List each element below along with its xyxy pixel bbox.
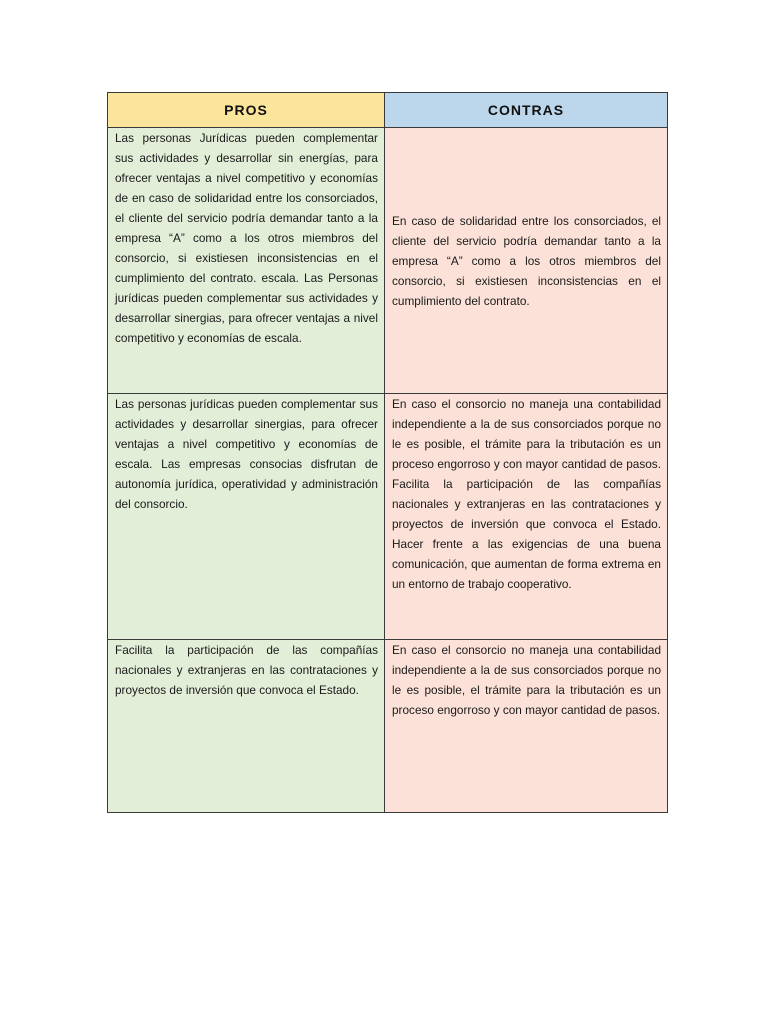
pros-header: PROS — [224, 102, 268, 118]
pros-header-cell — [108, 93, 385, 128]
contras-header-cell — [385, 93, 668, 128]
table-row — [108, 640, 668, 813]
contras-text: En caso el consorcio no maneja una contabilidad independiente a la de sus consorciados porque no le es posible, el trámite para la tributación es un proceso engorroso y con mayor cantidad de pasos. Facilita la participación de las compañías nacionales y extranjeras en las contrataciones y proyectos de inversión que convoca el Estado. Hacer frente a las exigencias de una buena comunicación, que aumentan de forma extrema en un entorno de trabajo cooperativo. — [392, 397, 661, 591]
pros-contras-table — [107, 92, 668, 813]
contras-text: En caso el consorcio no maneja una contabilidad independiente a la de sus consorciados porque no le es posible, el trámite para la tributación es un proceso engorroso y con mayor cantidad de pasos. — [392, 643, 661, 717]
table-row — [108, 394, 668, 640]
pros-text: Las personas jurídicas pueden complementar sus actividades y desarrollar sinergias, para ofrecer ventajas a nivel competitivo y economías de escala. Las empresas consocias disfrutan de autonomía jurídica, operatividad y administración del consorcio. — [115, 397, 378, 511]
contras-cell — [385, 394, 668, 640]
contras-header: CONTRAS — [487, 102, 565, 118]
pros-cell — [108, 394, 385, 640]
contras-cell — [385, 128, 668, 394]
pros-text: Facilita la participación de las compañías nacionales y extranjeras en las contrataciones y proyectos de inversión que convoca el Estado. — [115, 643, 378, 697]
pros-cell — [108, 128, 385, 394]
pros-text: Las personas Jurídicas pueden complementar sus actividades y desarrollar sin energías, para ofrecer ventajas a nivel competitivo y economías de en caso de solidaridad entre los consorciados, el cliente del servicio podría demandar tanto a la empresa “A” como a los otros miembros del consorcio, si existiesen inconsistencias en el cumplimiento del contrato. escala. Las Personas jurídicas pueden complementar sus actividades y desarrollar sinergias, para ofrecer ventajas a nivel competitivo y economías de escala. — [115, 131, 378, 345]
pros-cell — [108, 640, 385, 813]
contras-text: En caso de solidaridad entre los consorciados, el cliente del servicio podría demandar tanto a la empresa “A” como a los otros miembros del consorcio, si existiesen inconsistencias en el cumplimiento del contrato. — [392, 213, 661, 308]
table-row — [108, 128, 668, 394]
header-row — [108, 93, 668, 128]
contras-cell — [385, 640, 668, 813]
